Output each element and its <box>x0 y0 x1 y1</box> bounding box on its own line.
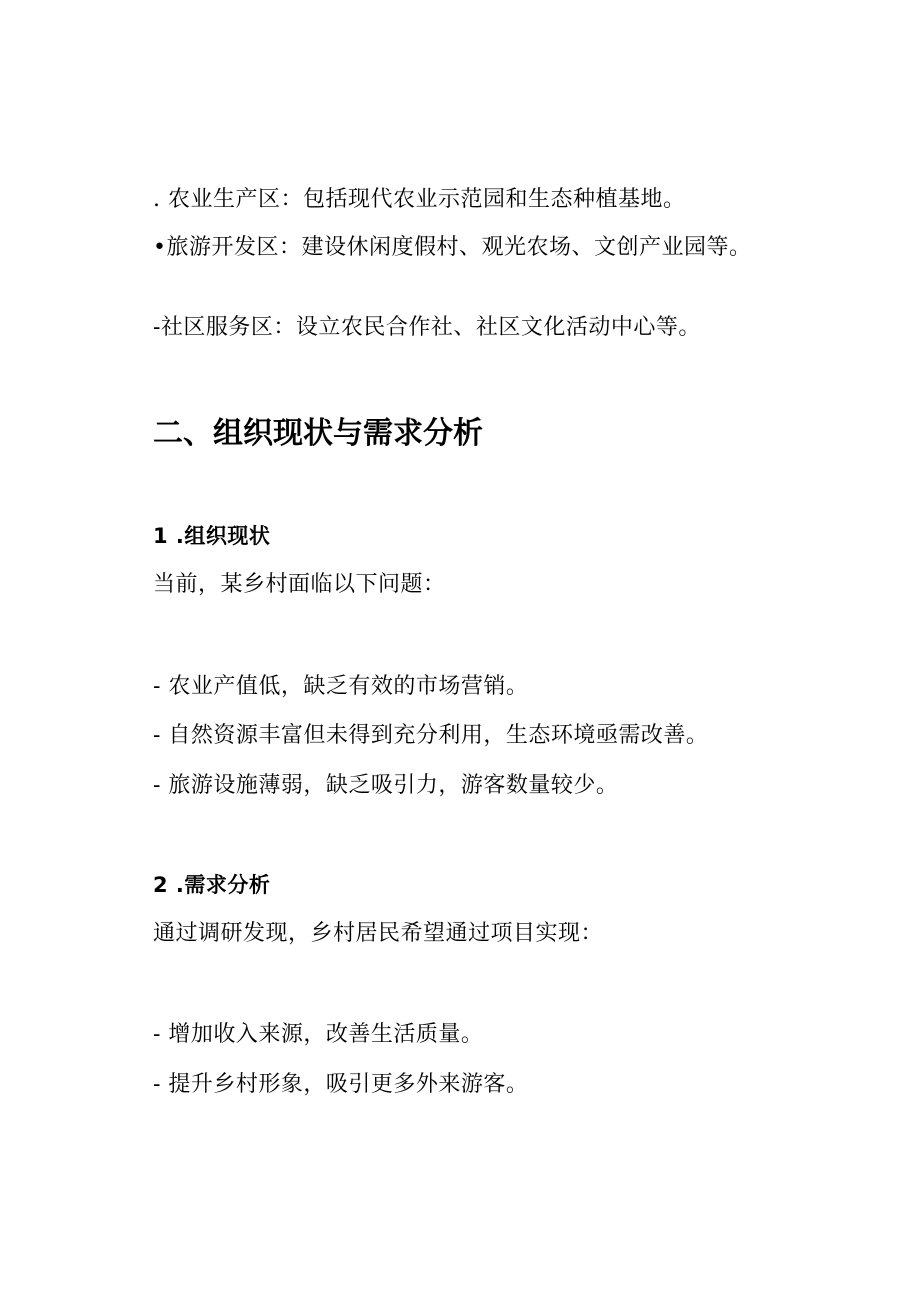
needs-item: - 提升乡村形象，吸引更多外来游客。 <box>153 1072 529 1097</box>
needs-item: - 增加收入来源，改善生活质量。 <box>153 1022 484 1047</box>
needs-heading: 2 .需求分析 <box>153 873 271 897</box>
status-item: - 自然资源丰富但未得到充分利用，生态环境亟需改善。 <box>153 723 709 748</box>
section-title: 二、组织现状与需求分析 <box>153 416 483 451</box>
status-item: - 旅游设施薄弱，缺乏吸引力，游客数量较少。 <box>153 773 619 798</box>
status-item: - 农业产值低，缺乏有效的市场营销。 <box>153 674 529 699</box>
status-heading: 1 .组织现状 <box>153 524 271 548</box>
zone-item-tourism: •旅游开发区：建设休闲度假村、观光农场、文创产业园等。 <box>153 235 752 260</box>
zone-item-agriculture: . 农业生产区：包括现代农业示范园和生态种植基地。 <box>153 187 686 212</box>
status-intro: 当前，某乡村面临以下问题： <box>153 572 446 597</box>
zone-item-community: -社区服务区：设立农民合作社、社区文化活动中心等。 <box>153 315 701 340</box>
needs-intro: 通过调研发现，乡村居民希望通过项目实现： <box>153 921 604 946</box>
